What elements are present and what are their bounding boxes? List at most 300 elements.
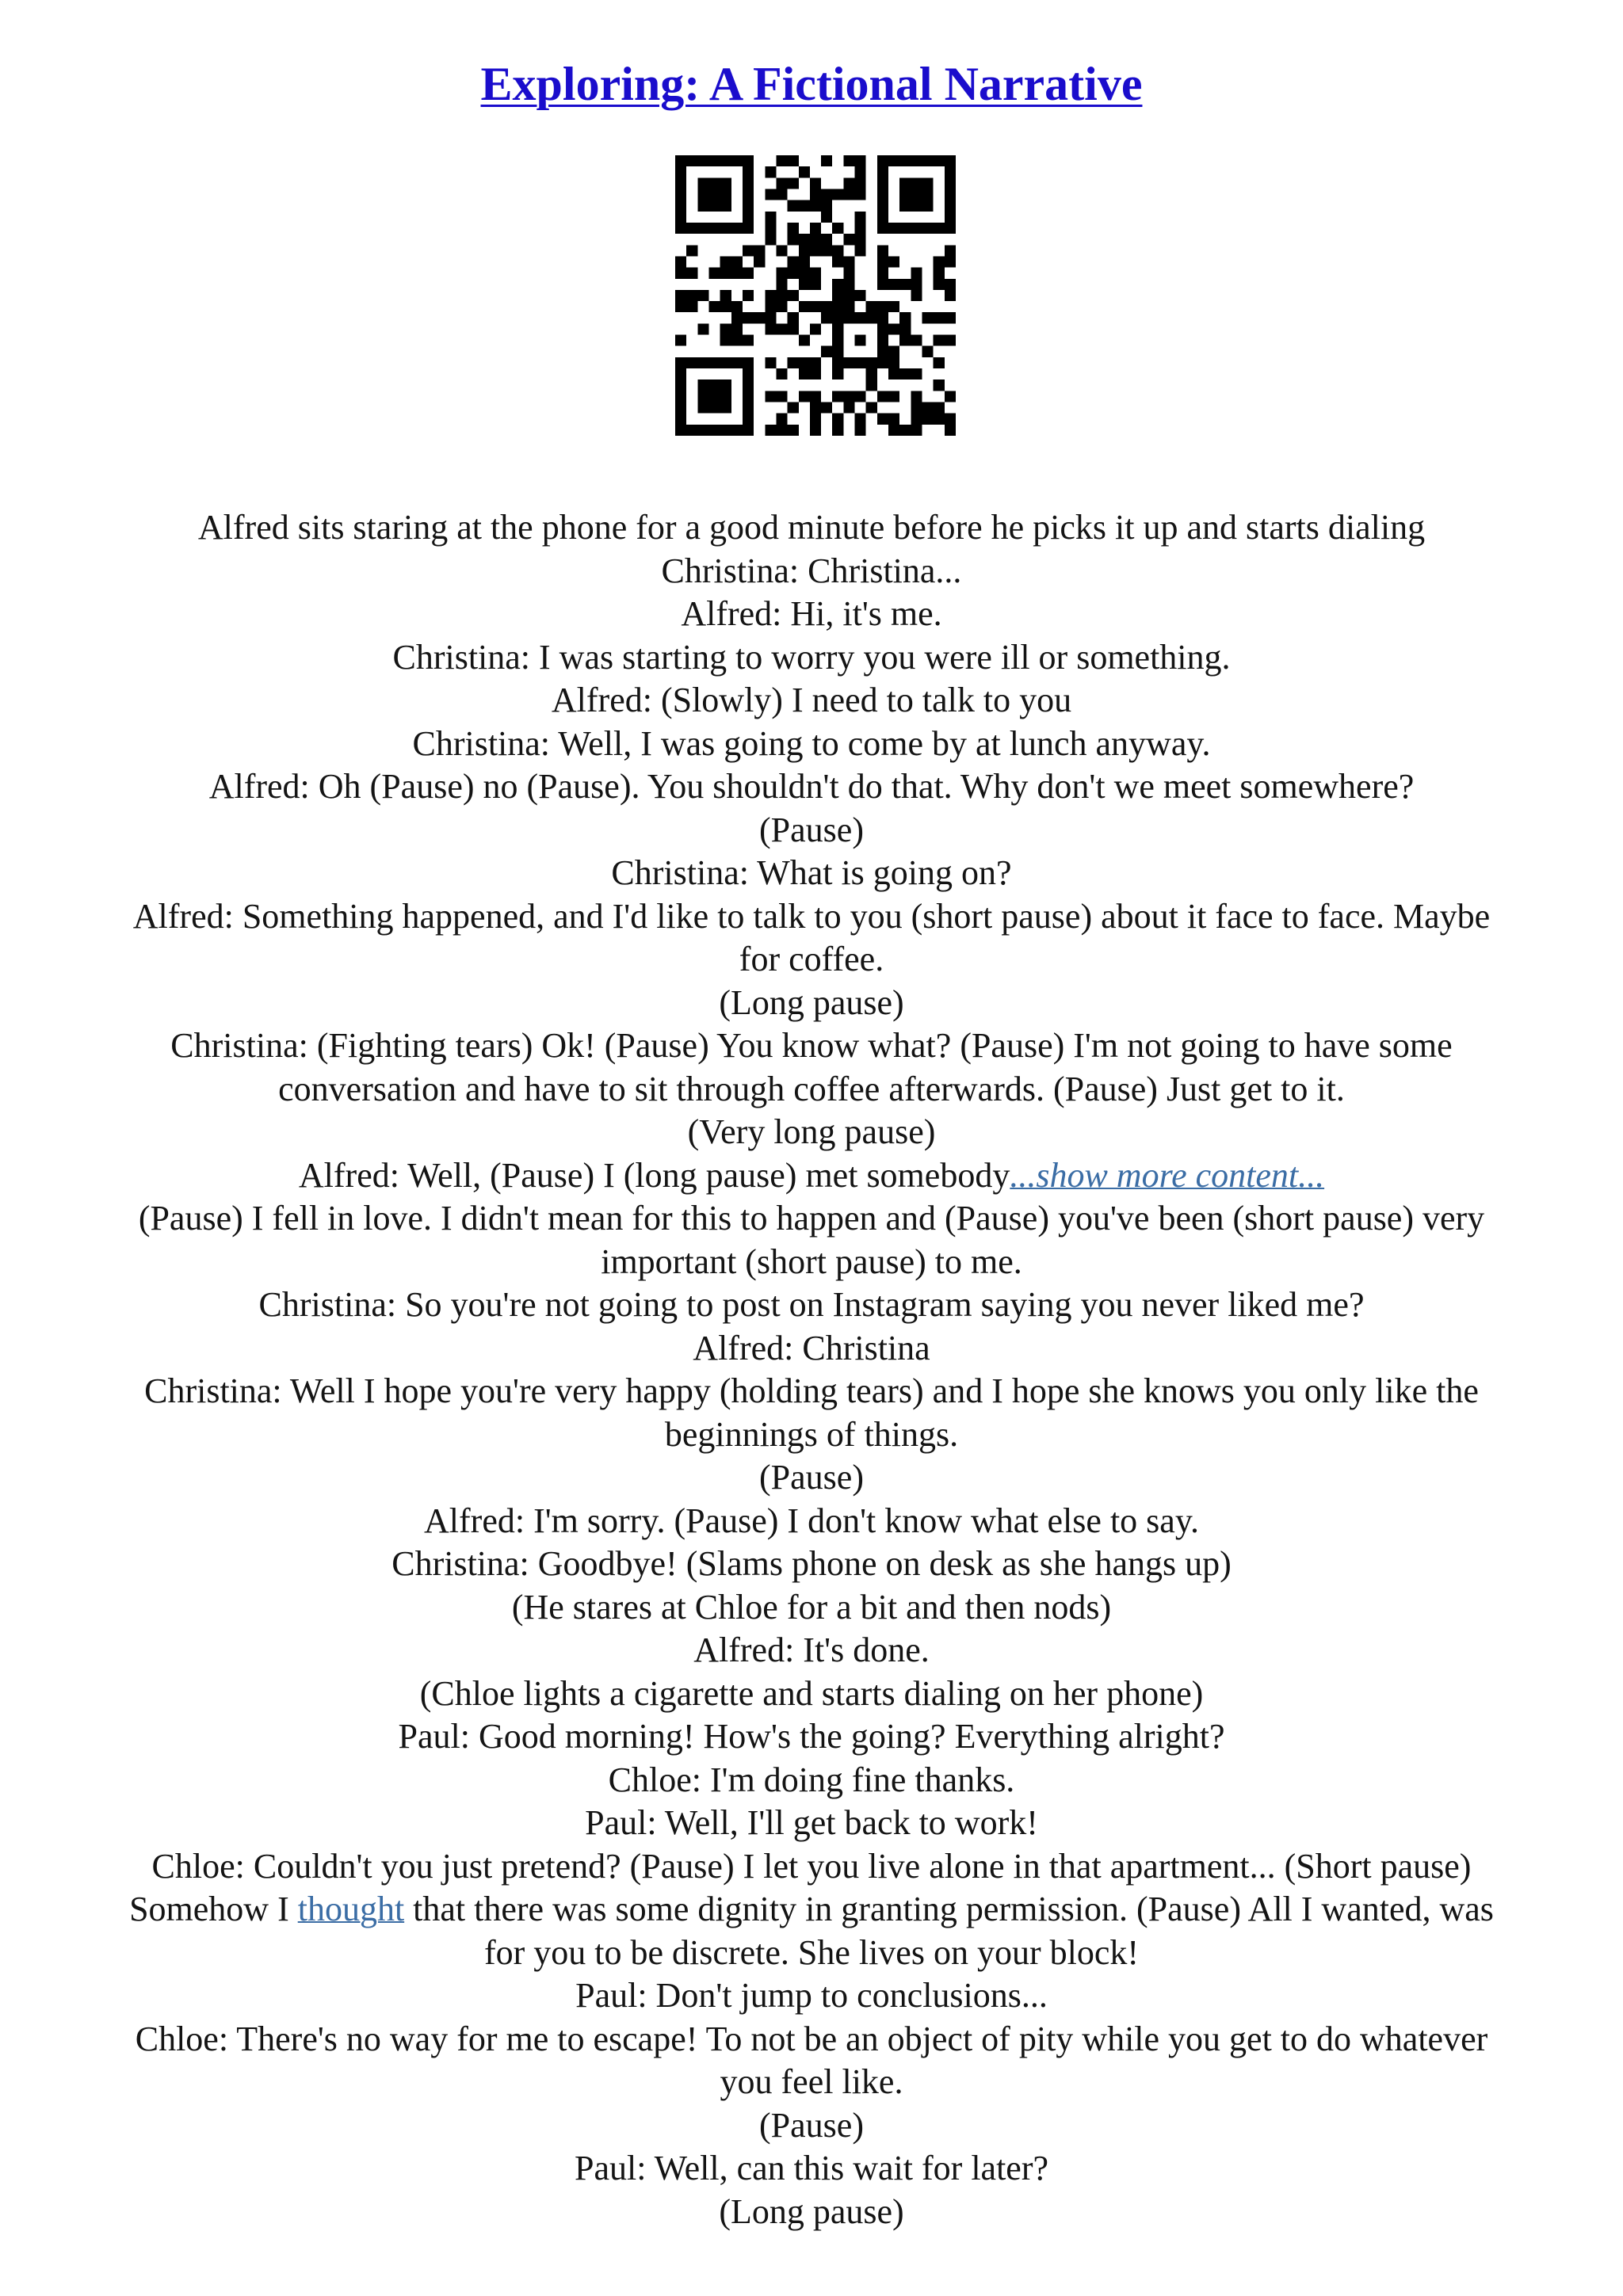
narrative-line-text: that there was some dignity in granting permission. (Pause) All I wanted, was <box>404 1890 1494 1928</box>
narrative-line: (Very long pause) <box>687 1112 936 1151</box>
qr-module <box>810 200 821 212</box>
qr-module <box>731 268 743 279</box>
qr-module <box>832 223 843 234</box>
qr-module <box>720 402 731 414</box>
qr-module <box>697 189 708 200</box>
qr-module <box>911 402 922 414</box>
narrative-block-3 <box>79 1932 1544 2234</box>
qr-module <box>720 290 731 301</box>
qr-module <box>843 234 854 245</box>
narrative-line: (Pause) <box>759 2105 864 2145</box>
qr-module <box>843 402 854 414</box>
narrative-line: Paul: Well, I'll get back to work! <box>585 1803 1038 1842</box>
qr-module <box>832 256 843 267</box>
show-more-content-link[interactable]: ...show more content... <box>1010 1155 1325 1195</box>
qr-module <box>697 391 708 402</box>
narrative-line: conversation and have to sit through coffee afterwards. (Pause) Just get to it. <box>278 1069 1345 1108</box>
qr-module <box>843 279 854 290</box>
qr-module <box>731 301 743 312</box>
qr-module <box>697 223 708 234</box>
qr-module <box>765 357 776 368</box>
narrative-line: Alfred: Hi, it's me. <box>681 594 942 633</box>
qr-module <box>922 200 934 212</box>
narrative-line: Alfred: Something happened, and I'd like to talk to you (short pause) about it face to face. Maybe <box>132 896 1491 936</box>
qr-module <box>810 234 821 245</box>
qr-module <box>877 279 888 290</box>
narrative-line: Alfred: Oh (Pause) no (Pause). You shouldn't do that. Why don't we meet somewhere? <box>208 767 1415 806</box>
qr-module <box>866 379 877 391</box>
qr-module <box>922 223 934 234</box>
qr-module <box>708 177 720 189</box>
qr-module <box>675 177 686 189</box>
narrative-line: Alfred: Christina <box>693 1328 930 1367</box>
qr-module <box>776 414 787 425</box>
qr-module <box>945 414 956 425</box>
qr-module <box>731 335 743 346</box>
qr-module <box>911 200 922 212</box>
qr-module <box>832 335 843 346</box>
qr-module <box>911 279 922 290</box>
qr-module <box>788 223 799 234</box>
qr-module <box>945 290 956 301</box>
qr-module <box>743 189 754 200</box>
qr-module <box>675 402 686 414</box>
qr-module <box>743 335 754 346</box>
qr-module <box>877 414 888 425</box>
qr-module <box>877 391 888 402</box>
qr-module <box>799 245 810 256</box>
qr-module <box>934 279 945 290</box>
narrative-line: Alfred: It's done. <box>693 1630 930 1669</box>
qr-module <box>945 200 956 212</box>
qr-module <box>810 425 821 436</box>
qr-module <box>877 223 888 234</box>
qr-module <box>675 335 686 346</box>
qr-module <box>810 189 821 200</box>
qr-module <box>855 290 866 301</box>
qr-module <box>911 335 922 346</box>
qr-module <box>922 189 934 200</box>
qr-module <box>675 290 686 301</box>
qr-module <box>843 391 854 402</box>
qr-module <box>821 234 832 245</box>
qr-module <box>720 335 731 346</box>
qr-module <box>776 279 787 290</box>
qr-module <box>945 223 956 234</box>
qr-module <box>799 391 810 402</box>
qr-module <box>720 425 731 436</box>
qr-module <box>675 357 686 368</box>
qr-module <box>743 290 754 301</box>
qr-module <box>832 425 843 436</box>
narrative-line-text: Alfred: Well, (Pause) I (long pause) met somebody <box>298 1155 1010 1195</box>
qr-module <box>686 290 697 301</box>
narrative-line: for you to be discrete. She lives on your block! <box>483 1932 1140 1972</box>
qr-module <box>877 200 888 212</box>
qr-module <box>708 200 720 212</box>
qr-module <box>776 177 787 189</box>
qr-code-svg <box>675 155 956 436</box>
narrative-line: (He stares at Chloe for a bit and then nods) <box>511 1587 1112 1627</box>
qr-module <box>765 312 776 323</box>
qr-module <box>720 323 731 334</box>
qr-module <box>832 279 843 290</box>
narrative-line: Christina: Well, I was going to come by at lunch anyway. <box>412 723 1211 763</box>
qr-module <box>765 323 776 334</box>
qr-module <box>675 268 686 279</box>
qr-module <box>776 301 787 312</box>
qr-module <box>911 414 922 425</box>
qr-module <box>922 177 934 189</box>
qr-module <box>765 301 776 312</box>
narrative-line: Christina: I was starting to worry you were ill or something. <box>392 637 1231 677</box>
qr-module <box>821 155 832 166</box>
qr-module <box>743 177 754 189</box>
qr-module <box>697 177 708 189</box>
qr-module <box>810 245 821 256</box>
qr-module <box>888 256 899 267</box>
qr-module <box>675 223 686 234</box>
qr-module <box>754 256 765 267</box>
qr-module <box>945 166 956 177</box>
qr-module <box>877 268 888 279</box>
qr-module <box>697 379 708 391</box>
qr-module <box>821 402 832 414</box>
narrative-line-text: Somehow I <box>129 1890 298 1928</box>
qr-module <box>743 245 754 256</box>
qr-module <box>866 312 877 323</box>
qr-module <box>810 357 821 368</box>
qr-module <box>675 425 686 436</box>
qr-module <box>888 323 899 334</box>
qr-module <box>945 212 956 223</box>
qr-module <box>675 414 686 425</box>
qr-module <box>799 301 810 312</box>
qr-module <box>821 200 832 212</box>
qr-module <box>765 166 776 177</box>
qr-module <box>675 166 686 177</box>
qr-module <box>832 323 843 334</box>
qr-module <box>720 391 731 402</box>
narrative-line: Paul: Don't jump to conclusions... <box>575 1976 1048 2015</box>
qr-module <box>675 212 686 223</box>
qr-module <box>911 189 922 200</box>
qr-module <box>888 391 899 402</box>
qr-module <box>754 245 765 256</box>
qr-module <box>832 414 843 425</box>
qr-module <box>855 177 866 189</box>
narrative-line: Alfred: (Slowly) I need to talk to you <box>551 681 1072 719</box>
narrative-block-1 <box>79 506 1544 1154</box>
qr-module <box>720 155 731 166</box>
qr-module <box>799 256 810 267</box>
qr-module <box>877 312 888 323</box>
qr-module <box>843 357 854 368</box>
qr-module <box>754 312 765 323</box>
qr-module <box>843 155 854 166</box>
qr-module <box>934 379 945 391</box>
qr-module <box>945 279 956 290</box>
qr-module <box>720 189 731 200</box>
qr-module <box>877 335 888 346</box>
qr-module <box>675 155 686 166</box>
qr-module <box>788 425 799 436</box>
qr-module <box>810 268 821 279</box>
qr-module <box>743 368 754 379</box>
qr-module <box>697 323 708 334</box>
qr-module <box>708 357 720 368</box>
qr-module <box>720 177 731 189</box>
qr-module <box>708 402 720 414</box>
qr-module <box>945 245 956 256</box>
qr-module <box>843 177 854 189</box>
qr-code-image <box>675 155 956 436</box>
qr-module <box>899 155 911 166</box>
qr-module <box>934 357 945 368</box>
qr-module <box>855 312 866 323</box>
qr-module <box>911 223 922 234</box>
qr-module <box>788 290 799 301</box>
qr-module <box>810 301 821 312</box>
qr-module <box>911 268 922 279</box>
qr-module <box>743 379 754 391</box>
narrative-line: Christina: (Fighting tears) Ok! (Pause) You know what? (Pause) I'm not going to have some <box>170 1026 1453 1065</box>
qr-module <box>765 212 776 223</box>
qr-module <box>743 312 754 323</box>
qr-module <box>810 402 821 414</box>
qr-module <box>888 223 899 234</box>
qr-module <box>877 177 888 189</box>
qr-module <box>720 200 731 212</box>
qr-module <box>731 223 743 234</box>
qr-module <box>877 212 888 223</box>
qr-module <box>788 234 799 245</box>
qr-module <box>945 391 956 402</box>
qr-module <box>832 245 843 256</box>
qr-module <box>776 189 787 200</box>
qr-module <box>821 346 832 357</box>
qr-module <box>697 425 708 436</box>
qr-module <box>720 223 731 234</box>
qr-module <box>877 357 888 368</box>
qr-module <box>697 290 708 301</box>
qr-module <box>843 312 854 323</box>
qr-module <box>832 290 843 301</box>
title-container <box>0 57 1623 112</box>
qr-module <box>877 301 888 312</box>
qr-module <box>743 268 754 279</box>
qr-module <box>776 155 787 166</box>
qr-module <box>945 256 956 267</box>
qr-module <box>877 166 888 177</box>
qr-module <box>731 312 743 323</box>
qr-module <box>743 402 754 414</box>
qr-module <box>888 346 899 357</box>
qr-module <box>675 391 686 402</box>
qr-module <box>810 177 821 189</box>
qr-module <box>788 357 799 368</box>
qr-module <box>922 402 934 414</box>
qr-module <box>675 200 686 212</box>
qr-module <box>855 391 866 402</box>
qr-module <box>776 268 787 279</box>
qr-module <box>776 290 787 301</box>
qr-module <box>855 212 866 223</box>
qr-module <box>731 256 743 267</box>
qr-module <box>821 301 832 312</box>
qr-module <box>810 323 821 334</box>
narrative-line: (Long pause) <box>719 982 904 1022</box>
qr-module <box>743 155 754 166</box>
qr-module <box>788 402 799 414</box>
qr-module <box>821 245 832 256</box>
qr-module <box>832 346 843 357</box>
qr-module <box>855 245 866 256</box>
qr-module <box>743 425 754 436</box>
qr-module <box>743 200 754 212</box>
qr-module <box>877 189 888 200</box>
qr-module <box>708 189 720 200</box>
qr-module <box>675 301 686 312</box>
qr-module <box>731 155 743 166</box>
qr-module <box>708 155 720 166</box>
qr-module <box>708 379 720 391</box>
qr-module <box>899 200 911 212</box>
qr-module <box>899 223 911 234</box>
narrative-line: Christina: What is going on? <box>611 853 1012 892</box>
narrative-line: beginnings of things. <box>664 1414 959 1454</box>
qr-module <box>945 335 956 346</box>
qr-module <box>731 425 743 436</box>
qr-module <box>922 414 934 425</box>
qr-module <box>697 357 708 368</box>
qr-module <box>899 279 911 290</box>
narrative-line: Alfred: I'm sorry. (Pause) I don't know what else to say. <box>424 1501 1199 1540</box>
qr-module <box>888 155 899 166</box>
qr-module <box>877 346 888 357</box>
qr-module <box>788 323 799 334</box>
qr-module <box>708 223 720 234</box>
qr-module <box>911 391 922 402</box>
narrative-line-thought <box>79 1888 1544 1932</box>
qr-module <box>843 256 854 267</box>
qr-module <box>686 425 697 436</box>
qr-module <box>731 323 743 334</box>
qr-module <box>843 301 854 312</box>
qr-module <box>743 414 754 425</box>
qr-module <box>788 256 799 267</box>
qr-module <box>821 212 832 223</box>
qr-module <box>911 368 922 379</box>
qr-module <box>810 368 821 379</box>
qr-module <box>686 245 697 256</box>
qr-module <box>675 379 686 391</box>
qr-module <box>888 279 899 290</box>
qr-module <box>821 312 832 323</box>
qr-module <box>843 189 854 200</box>
qr-module <box>866 301 877 312</box>
qr-module <box>799 368 810 379</box>
qr-module <box>675 368 686 379</box>
qr-module <box>945 312 956 323</box>
qr-module <box>934 335 945 346</box>
qr-module <box>799 200 810 212</box>
qr-module <box>720 301 731 312</box>
narrative-line: (Chloe lights a cigarette and starts dialing on her phone) <box>419 1673 1204 1713</box>
qr-module <box>675 189 686 200</box>
qr-module <box>799 279 810 290</box>
qr-module <box>765 189 776 200</box>
qr-module <box>765 425 776 436</box>
qr-module <box>832 312 843 323</box>
qr-module <box>810 223 821 234</box>
qr-module <box>731 357 743 368</box>
narrative-line: Chloe: Couldn't you just pretend? (Pause) I let you live alone in that apartment... (Short pause) <box>151 1846 1472 1886</box>
qr-module <box>888 368 899 379</box>
narrative-line: (Pause) I fell in love. I didn't mean for this to happen and (Pause) you've been (short pause) very <box>138 1199 1485 1238</box>
qr-module <box>899 177 911 189</box>
qr-module <box>697 155 708 166</box>
qr-module <box>843 290 854 301</box>
qr-module <box>899 189 911 200</box>
page-title-link[interactable]: Exploring: A Fictional Narrative <box>480 58 1143 110</box>
qr-module <box>832 189 843 200</box>
narrative-text <box>79 506 1544 2233</box>
qr-module <box>922 312 934 323</box>
qr-module <box>686 357 697 368</box>
qr-module <box>922 346 934 357</box>
qr-module <box>866 357 877 368</box>
qr-module <box>911 290 922 301</box>
qr-module <box>888 357 899 368</box>
qr-module <box>686 301 697 312</box>
qr-module <box>765 391 776 402</box>
qr-module <box>934 402 945 414</box>
qr-module <box>843 268 854 279</box>
thought-link[interactable]: thought <box>297 1890 405 1928</box>
qr-module <box>934 256 945 267</box>
qr-module <box>855 357 866 368</box>
narrative-line: (Long pause) <box>719 2191 904 2231</box>
qr-module <box>675 256 686 267</box>
qr-module <box>877 323 888 334</box>
qr-module <box>799 335 810 346</box>
narrative-line: you feel like. <box>720 2062 903 2101</box>
narrative-line: Paul: Well, can this wait for later? <box>574 2149 1049 2187</box>
narrative-line: Christina: Well I hope you're very happy (holding tears) and I hope she knows you only like the <box>144 1371 1479 1410</box>
narrative-line: for coffee. <box>739 940 884 978</box>
qr-module <box>743 223 754 234</box>
qr-module <box>810 391 821 402</box>
narrative-line-met-somebody <box>79 1154 1544 1198</box>
qr-module <box>866 402 877 414</box>
qr-module <box>697 402 708 414</box>
qr-module <box>855 414 866 425</box>
qr-module <box>720 357 731 368</box>
qr-module <box>832 357 843 368</box>
qr-module <box>899 425 911 436</box>
qr-module <box>799 234 810 245</box>
qr-module <box>743 391 754 402</box>
narrative-block-2 <box>79 1197 1544 1888</box>
qr-module <box>911 177 922 189</box>
qr-module <box>765 234 776 245</box>
qr-module <box>877 245 888 256</box>
qr-module <box>686 155 697 166</box>
qr-module <box>720 268 731 279</box>
qr-module <box>922 155 934 166</box>
qr-module <box>855 166 866 177</box>
